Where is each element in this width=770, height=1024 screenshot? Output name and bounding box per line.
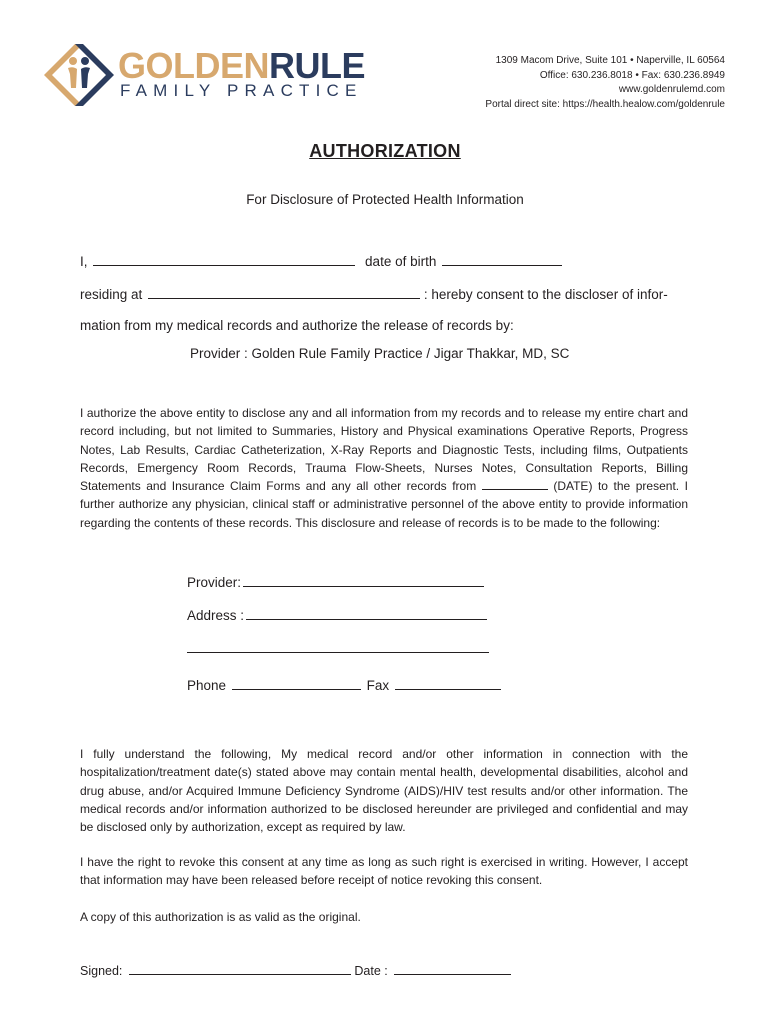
consent-text: : hereby consent to the discloser of infor- [423,287,668,302]
dob-label: date of birth [365,254,437,269]
provider-line: Provider : Golden Rule Family Practice / Jigar Thakkar, MD, SC [190,346,570,361]
signature-field[interactable] [129,962,351,975]
recipient-address-field[interactable] [246,607,487,620]
copy-statement [80,908,688,926]
revoke-text: I have the right to revoke this consent at any time as long as such right is exercised in writing. However, I accept that information may have been released before receipt of notice revoking this consent. [80,855,688,888]
authorization-text-part1: I authorize the above entity to disclose any and all information from my records and to release my entire chart and record including, but not limited to Summaries, History and Physical examinations Operative Reports, Progress Notes, Lab Results, Cardiac Catheterization, X-Ray Reports and Diagnostic Tests, including films, Outpatients Records, Emergency Room Records, Trauma Flow-Sheets, Nurses Notes, Consultation Reports, Billing Statements and Insurance Claim Forms and any all other records from [80,406,688,494]
address-field[interactable] [148,286,420,299]
understanding-paragraph [80,745,688,836]
document-title: AUTHORIZATION [309,141,461,161]
recipient-fax-label: Fax [366,678,390,693]
recipient-provider-label: Provider: [187,575,242,590]
name-field[interactable] [93,253,355,266]
logo-mark-icon [44,44,114,106]
contact-portal: Portal direct site: https://health.healow.com/goldenrule [485,98,725,110]
understanding-text: I fully understand the following, My medical record and/or other information in connection with the hospitalization/treatment date(s) stated above may contain mental health, developmental disabilities, alcohol and drug abuse, and/or Acquired Immune Deficiency Syndrome (AIDS)/HIV test results and/or other information. The medical records and/or information authorized to be disclosed hereunder are privileged and confidential and may be disclosed only by authorization, except as required by law. [80,747,688,835]
signed-label: Signed: [80,964,123,978]
sign-date-field[interactable] [394,962,511,975]
recipient-provider-field[interactable] [243,574,484,587]
authorization-paragraph [80,404,688,532]
name-prefix: I, [80,254,88,269]
recipient-address-row-2 [187,640,489,656]
recipient-fax-field[interactable] [395,677,501,690]
logo-tagline: FAMILY PRACTICE [120,81,363,100]
contact-address: 1309 Macom Drive, Suite 101 • Naperville, IL 60564 [495,55,725,66]
recipient-phone-label: Phone [187,678,227,693]
recipient-phone-fax-row [187,677,501,693]
logo-word-rule: RULE [269,45,366,86]
logo-wordmark [118,45,366,86]
release-line: mation from my medical records and authorize the release of records by: [80,318,514,333]
residing-label: residing at [80,287,143,302]
recipient-address-label: Address : [187,608,245,623]
revoke-paragraph [80,853,688,890]
logo-word-golden: GOLDEN [118,45,270,86]
records-date-field[interactable] [482,477,548,490]
copy-text: A copy of this authorization is as valid as the original. [80,910,361,924]
recipient-phone-field[interactable] [232,677,361,690]
practice-logo [44,44,366,106]
signature-row [80,962,511,978]
contact-block [485,54,725,112]
dob-field[interactable] [442,253,562,266]
contact-website: www.goldenrulemd.com [618,84,725,95]
recipient-address-field-2[interactable] [187,640,489,653]
contact-phone-fax: Office: 630.236.8018 • Fax: 630.236.8949 [539,69,725,81]
recipient-provider-row [187,574,484,590]
recipient-address-row [187,607,487,623]
sign-date-label: Date : [354,964,388,978]
document-subtitle: For Disclosure of Protected Health Information [246,192,524,207]
residing-line [80,286,668,302]
records-date-label: (DATE) to [553,479,608,494]
authorization-text-part2: the present. I further authorize any physician, clinical staff or administrative personnel of the above entity to provide information regarding the contents of these records. This disclosure and release of records is to be made to the following: [80,479,688,530]
name-dob-line [80,253,562,269]
